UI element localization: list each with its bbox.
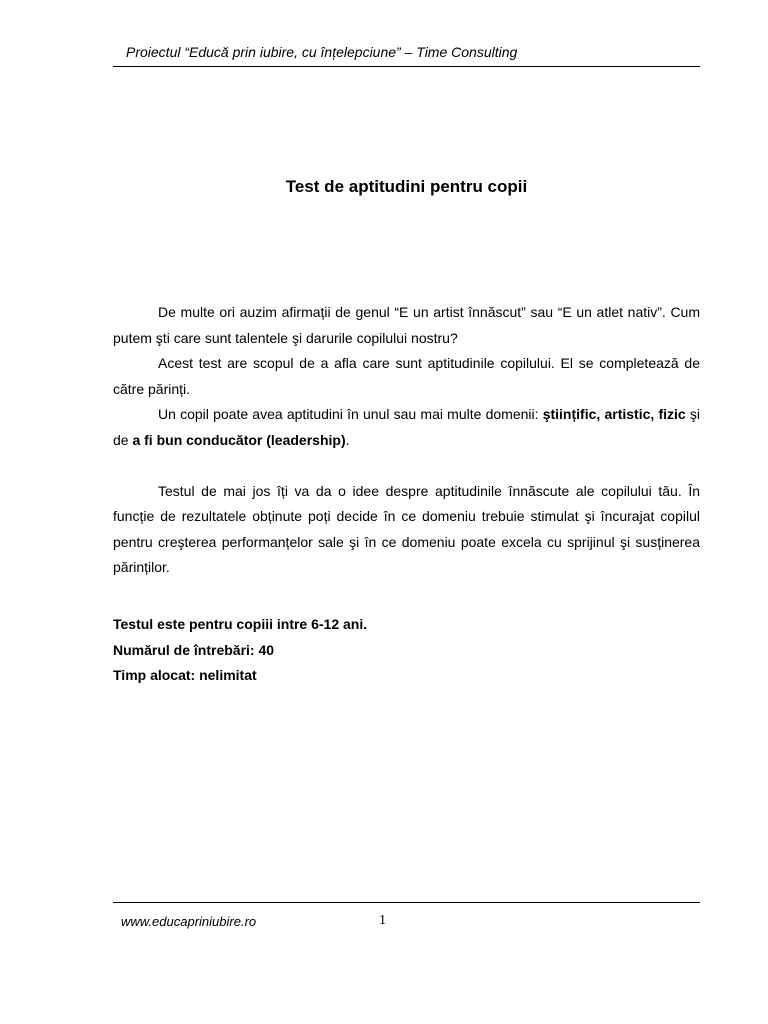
footer-url: www.educapriniubire.ro [121,914,257,929]
domains-connector: şi de [113,406,700,448]
document-title: Test de aptitudini pentru copii [285,177,528,196]
paragraph-test-description: Testul de mai jos îți va da o idee despre aptitudinile înnăscute ale copilului tău. În funcție de rezultatele obținute poți decide în ce domeniu trebuie stimulat şi încurajat copilul pentru creşterea performanțelor sale şi în ce domeniu poate excela cu sprijinul şi susținerea părinților. [113,482,700,575]
domains-end: . [345,431,350,448]
paragraph-purpose: Acest test are scopul de a afla care sunt aptitudinile copilului. El se completează de către părinți. [113,355,700,397]
domains-list: ştiințific, artistic, fizic [542,406,686,422]
page-number: 1 [379,913,386,928]
test-facts [113,612,367,689]
fact-question-count: Numărul de întrebări: 40 [113,641,275,658]
paragraph-intro: De multe ori auzim afirmații de genul “E un artist înnăscut” sau “E un atlet nativ”. Cum putem şti care sunt talentele şi darurile copilului nostru? [113,304,700,346]
footer-rule [113,902,700,903]
header-rule [113,66,700,67]
fact-time-allowed: Timp alocat: nelimitat [113,667,257,683]
body-text [113,300,700,581]
header-text: Proiectul “Educă prin iubire, cu înțelepciune” – Time Consulting [126,44,518,60]
domains-lead-text: Un copil poate avea aptitudini în unul sau mai multe domenii: [158,406,543,422]
fact-age-range: Testul este pentru copiii intre 6-12 ani. [113,616,368,632]
domain-leadership: a fi bun conducător (leadership) [132,431,346,448]
paragraph-domains [113,402,700,453]
